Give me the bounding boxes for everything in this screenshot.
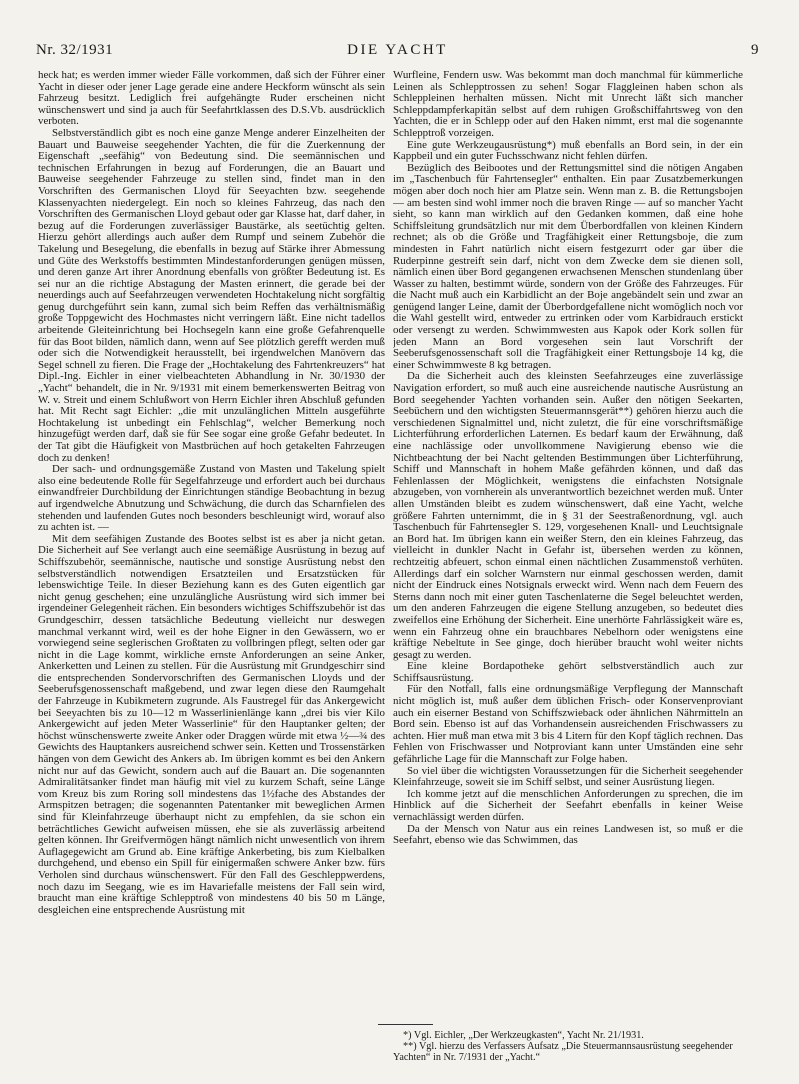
paragraph: Selbstverständlich gibt es noch eine ganze Menge anderer Einzelheiten der Bauart und Bauweise seegehender Yachten, die für die Zuerkennung der Eigenschaft „seefähig“ von Bedeutung sind. Die seemännischen und technischen Erfahrungen in bezug auf Forderungen, die an Bauart und Bauweise seegehender Fahrzeuge zu stellen sind, findet man in den Vorschriften des Germanischen Lloyd für Seeyachten bzw. seegehende Klassenyachten niedergelegt. Ein noch so kleines Fahrzeug, das nach den Vorschriften des Germanischen Lloyd gebaut oder gar Klasse hat, darf daher, in bezug auf die Forderungen zuverlässiger Baustärke, als seetüchtig gelten. Hierzu gehört allerdings auch außer dem Rumpf und seinem Zubehör die Takelung und Besegelung, die ebenfalls in bezug auf Stärke ihrer Abmessung und Güte des Werkstoffs bestimmten Mindestanforderungen genügen müssen, und deren ganze Art ihrer Anordnung ebenfalls von größter Bedeutung ist. Es sei nur an die richtige Abstagung der Masten erinnert, die gerade bei der neuerdings auch auf Seefahrzeugen verwendeten Hochtakelung nicht sorgfältig genug durchgeführt sein kann, zumal sich beim Reffen das verhältnismäßig große Toppgewicht des Hochmastes nicht verringern läßt. Eine nicht tadellos arbeitende Gleiteinrichtung bei Hochsegeln kann eine große Gefahrenquelle für das Boot bilden, nämlich dann, wenn auf See plötzlich gerefft werden muß oder sich die Notwendigkeit herausstellt, bei irgendwelchen Manövern das Segel schnell zu fieren. Die Frage der „Hochtakelung des Fahrtenkreuzers“ hat Dipl.-Ing. Eichler in einer vielbeachteten Abhandlung in Nr. 30/1930 der „Yacht“ behandelt, die in Nr. 9/1931 mit einem bemerkenswerten Beitrag von W. v. Streit und einem Schlußwort von Herrn Eichler ihren Abschluß gefunden hat. Mit Recht sagt Eichler: „die mit unzulänglichen Mitteln ausgeführte Hochtakelung ist unbedingt ein Fehlschlag“, welcher Bemerkung noch hinzugefügt werden darf, daß sie für See sogar eine große Gefahr bedeutet. In der Tat gibt die Häufigkeit von Mastbrüchen auf hoch getakelten Fahrzeugen doch zu denken! <box>38 126 385 464</box>
footnote-divider <box>378 1024 433 1025</box>
paragraph: Ich komme jetzt auf die menschlichen Anforderungen zu sprechen, die im Hinblick auf die Sicherheit der Seefahrt ebenfalls in keiner Weise vernachlässigt werden dürfen. <box>393 787 743 823</box>
footnotes <box>393 1030 743 1064</box>
paragraph: heck hat; es werden immer wieder Fälle vorkommen, daß sich der Führer einer Yacht in dieser oder jener Lage gerade eine andere Heckform wünscht als sein Fahrzeug besitzt. Lediglich frei aufgehängte Ruder erscheinen nicht wünschenswert und sind ja auch für Seefahrtklassen des D.S.Vb. ausdrücklich verboten. <box>38 70 385 128</box>
paragraph: So viel über die wichtigsten Voraussetzungen für die Sicherheit seegehender Kleinfahrzeuge, soweit sie im Schiff selbst, und seiner Ausrüstung liegen. <box>393 764 743 789</box>
page-number: 9 <box>751 42 759 58</box>
paragraph: Wurfleine, Fendern usw. Was bekommt man doch manchmal für kümmerliche Leinen als Schlepptrossen zu sehen! Sogar Flaggleinen haben schon als Schleppleinen herhalten müssen. Nicht mit Unrecht läßt sich mancher Schleppdampferkapitän selbst auf dem ruhigen Großschiffahrtsweg von den Yachten, die er in Schlepp oder auf den Haken nimmt, erst mal die sogenannte Schlepptroß vorzeigen. <box>393 70 743 139</box>
paragraph: Da der Mensch von Natur aus ein reines Landwesen ist, so muß er die Seefahrt, ebenso wie das Schwimmen, das <box>393 822 743 847</box>
footnote: *) Vgl. Eichler, „Der Werkzeugkasten“, Yacht Nr. 21/1931. <box>403 1030 644 1041</box>
paragraph: Mit dem seefähigen Zustande des Bootes selbst ist es aber ja nicht getan. Die Sicherheit auf See verlangt auch eine seemäßige Ausrüstung in bezug auf Schiffszubehör, seemännische, nautische und sonstige Ausrüstung nebst den selbstverständlich notwendigen Ersatzteilen und Ersatzstücken für lebenswichtige Teile. In dieser Beziehung kann es des Guten eigentlich gar nicht genug geschehen; eine unzulängliche Ausrüstung wird sich immer bei irgendeiner Gelegenheit rächen. Ein besonders wichtiges Schiffszubehör ist das Grundgeschirr, dessen tatsächliche Bedeutung vielleicht nur deswegen manchmal verkannt wird, weil es der hohe Eigner in den Gewässern, wo er vorwiegend seine seglerischen Großtaten zu vollbringen pflegt, selten oder gar nicht in die Lage kommt, wirkliche ernste Anforderungen an seine Anker, Ankerketten und Leinen zu stellen. Für die Ausrüstung mit Grundgeschirr sind die entsprechenden Sondervorschriften des Germanischen Lloyds und der Seeberufsgenossenschaft maßgebend, und zwar legen diese den Raumgehalt der Fahrzeuge in Kubikmetern zugrunde. Als Faustregel für das Ankergewicht bei Seeyachten bis zu 10—12 m Wasserlinienlänge kann „drei bis vier Kilo Ankergewicht auf jeden Meter Wasserlinie“ für den Hauptanker gelten; der höchst wünschenswerte zweite Anker oder Draggen würde mit etwa ½—¾ des Gewichts des Hauptankers ausreichend schwer sein. Ketten und Trossenstärken hängen von dem Gewicht des Ankers ab. Im übrigen kommt es bei den Ankern nicht nur auf das Gewicht, sondern auch auf die Bauart an. Die sogenannten Admiralitätsanker findet man häufig mit viel zu kurzem Schaft, seine Länge vom Kreuz bis zum Roring soll mindestens das 1½fache des Abstandes der Armspitzen betragen; die sogenannten Patentanker mit beweglichen Armen sind für Kleinfahrzeuge überhaupt nicht zu empfehlen, da sie schon ein beträchtliches Gewicht aufweisen müssen, ehe sie als zuverlässig arbeitend gelten können. Ihr Greifvermögen hängt nämlich nicht unwesentlich von ihrem Auflagegewicht am Grund ab. Eine kräftige Ankerbeting, bis zum Kielbalken durchgehend, und ebenso ein Spill für einigermaßen schwere Anker bzw. fürs Verholen sind durchaus wünschenswert. Für den Fall des Geschleppwerdens, noch dazu im Seegang, wie es im Havariefalle meistens der Fall sein wird, braucht man eine kräftige Schlepptroß von mindestens 40 bis 50 m Länge, desgleichen eine entsprechende Ausrüstung mit <box>38 532 385 916</box>
running-head <box>36 42 759 62</box>
paragraph: Eine kleine Bordapotheke gehört selbstverständlich auch zur Schiffsausrüstung. <box>393 660 743 684</box>
paragraph: Für den Notfall, falls eine ordnungsmäßige Verpflegung der Mannschaft nicht möglich ist, muß außer dem üblichen Frisch- oder Konservenproviant auch ein eiserner Bestand von Schiffszwieback oder ähnlichen Nährmitteln an Bord sein. Ebenso ist auf das Vorhandensein ausreichenden Frischwassers zu achten. Hier muß man etwa mit 3 bis 4 Litern für den Kopf täglich rechnen. Das Fehlen von Frischwasser und Notproviant kann unter Umständen eine sehr gefährliche Lage für die Mannschaft zur Folge haben. <box>393 683 743 766</box>
paragraph: Da die Sicherheit auch des kleinsten Seefahrzeuges eine zuverlässige Navigation erfordert, so muß auch eine ausreichende nautische Ausrüstung an Bord seegehender Yachten vorhanden sein. Außer den nötigen Seekarten, Seebüchern und den wichtigsten Steuermannsgerät**) gehören hierzu auch die verschiedenen Signalmittel und, nicht zuletzt, die für eine vorschriftsmäßige Lichterführung erforderlichen Laternen. Es bedarf kaum der Erwähnung, daß eine nachlässige oder unvollkommene Navigierung ebenso wie die Nichtbeachtung der bei Nacht geltenden Bestimmungen über Lichterführung, Schiff und Mannschaft in hohem Maße gefährden können, und daß das Fehlenlassen der Möglichkeit, wenigstens die einfachsten Notsignale abzugeben, von vornherein als unverantwortlich bezeichnet werden muß. Unter allen Umständen bleibt es zudem wünschenswert, daß eine Yacht, welche größere Fahrten unternimmt, die in § 31 der Seestraßenordnung, vgl. auch Taschenbuch für Fahrtensegler S. 129, vorgesehenen Knall- und Leuchtsignale an Bord hat. Im übrigen kann ein weißer Stern, den ein kleines Fahrzeug, das vielleicht in dunkler Nacht in Gefahr ist, übersehen werden zu können, rechtzeitig abfeuert, schon einmal einen nächtlichen Zusammenstoß verhüten. Allerdings darf ein solcher Warnstern nur einmal geschossen werden, damit nicht der Eindruck eines Notsignals erweckt wird. Wenn nach dem Feuern des Sterns dann noch mit einer guten Taschenlaterne die Segel beleuchtet werden, um den anderen Fahrzeugen die eigene Stellung anzugeben, so bedeutet dies zweifellos eine Erhöhung der Sicherheit. Eine unerhörte Fahrlässigkeit wäre es, wenn ein Fahrzeug ohne ein brauchbares Nebelhorn oder wenigstens eine kräftige Nebeltute in See ginge, doch hierüber braucht wohl weiter nichts gesagt zu werden. <box>393 370 743 661</box>
paragraph: Bezüglich des Beibootes und der Rettungsmittel sind die nötigen Angaben im „Taschenbuch für Fahrtensegler“ enthalten. Ein paar Zusatzbemerkungen mögen aber doch noch hier am Platze sein. Wenn man z. B. die Rettungsbojen — am besten sind wohl immer noch die braven Ringe — auf so mancher Yacht sieht, so kann man wirklich auf den Gedanken kommen, daß eine hohe Schiffsleitung grundsätzlich nur mit dem Überbordfallen von kleinen Kindern rechnet; als ob die Größe und Tragfähigkeit einer Rettungsboje, die zum mindesten in Fahrt natürlich nicht eisern festgezurrt oder gar über die Ruderpinne gestreift sein darf, nicht von dem Zwecke dem sie dienen soll, nämlich einen über Bord gegangenen erwachsenen Menschen stundenlang über Wasser zu halten, bestimmt würde, sondern von der Größe des Fahrzeuges. Für die Nacht muß auch ein Karbidlicht an der Boje angebändelt sein und zwar an genügend langer Leine, damit der Überbordgefallene nicht womöglich noch vor die Wahl gestellt wird, entweder zu ertrinken oder vom Karbidrauch erstickt oder versengt zu werden. Schwimmwesten aus Kapok oder Kork sollen für jeden Mann an Bord vorgesehen sein laut Vorschrift der Seeberufsgenossenschaft soll die Tragfähigkeit einer Rettungsboje 14 kg, die einer Schwimmweste 8 kg betragen. <box>393 161 743 371</box>
issue-number: Nr. 32/1931 <box>36 42 114 58</box>
right-column <box>393 70 743 1014</box>
left-column <box>38 70 385 1070</box>
magazine-title: DIE YACHT <box>347 42 448 58</box>
paragraph: Der sach- und ordnungsgemäße Zustand von Masten und Takelung spielt also eine bedeutende Rolle für Segelfahrzeuge und erfordert auch bei durchaus einwandfreier Durchbildung der Einrichtungen ständige Beobachtung in bezug auf irgendwelche Abnutzung und Schwächung, die durch das Scharnfielen des stehenden und laufenden Gutes noch besonders beschleunigt wird, worauf also zu achten ist. — <box>38 463 385 534</box>
paragraph: Eine gute Werkzeugausrüstung*) muß ebenfalls an Bord sein, in der ein Kappbeil und ein guter Fuchsschwanz nicht fehlen dürfen. <box>393 138 743 163</box>
footnote: **) Vgl. hierzu des Verfassers Aufsatz „Die Steuermannsausrüstung seegehender Yachten“ in Nr. 7/1931 der „Yacht.“ <box>393 1041 733 1064</box>
